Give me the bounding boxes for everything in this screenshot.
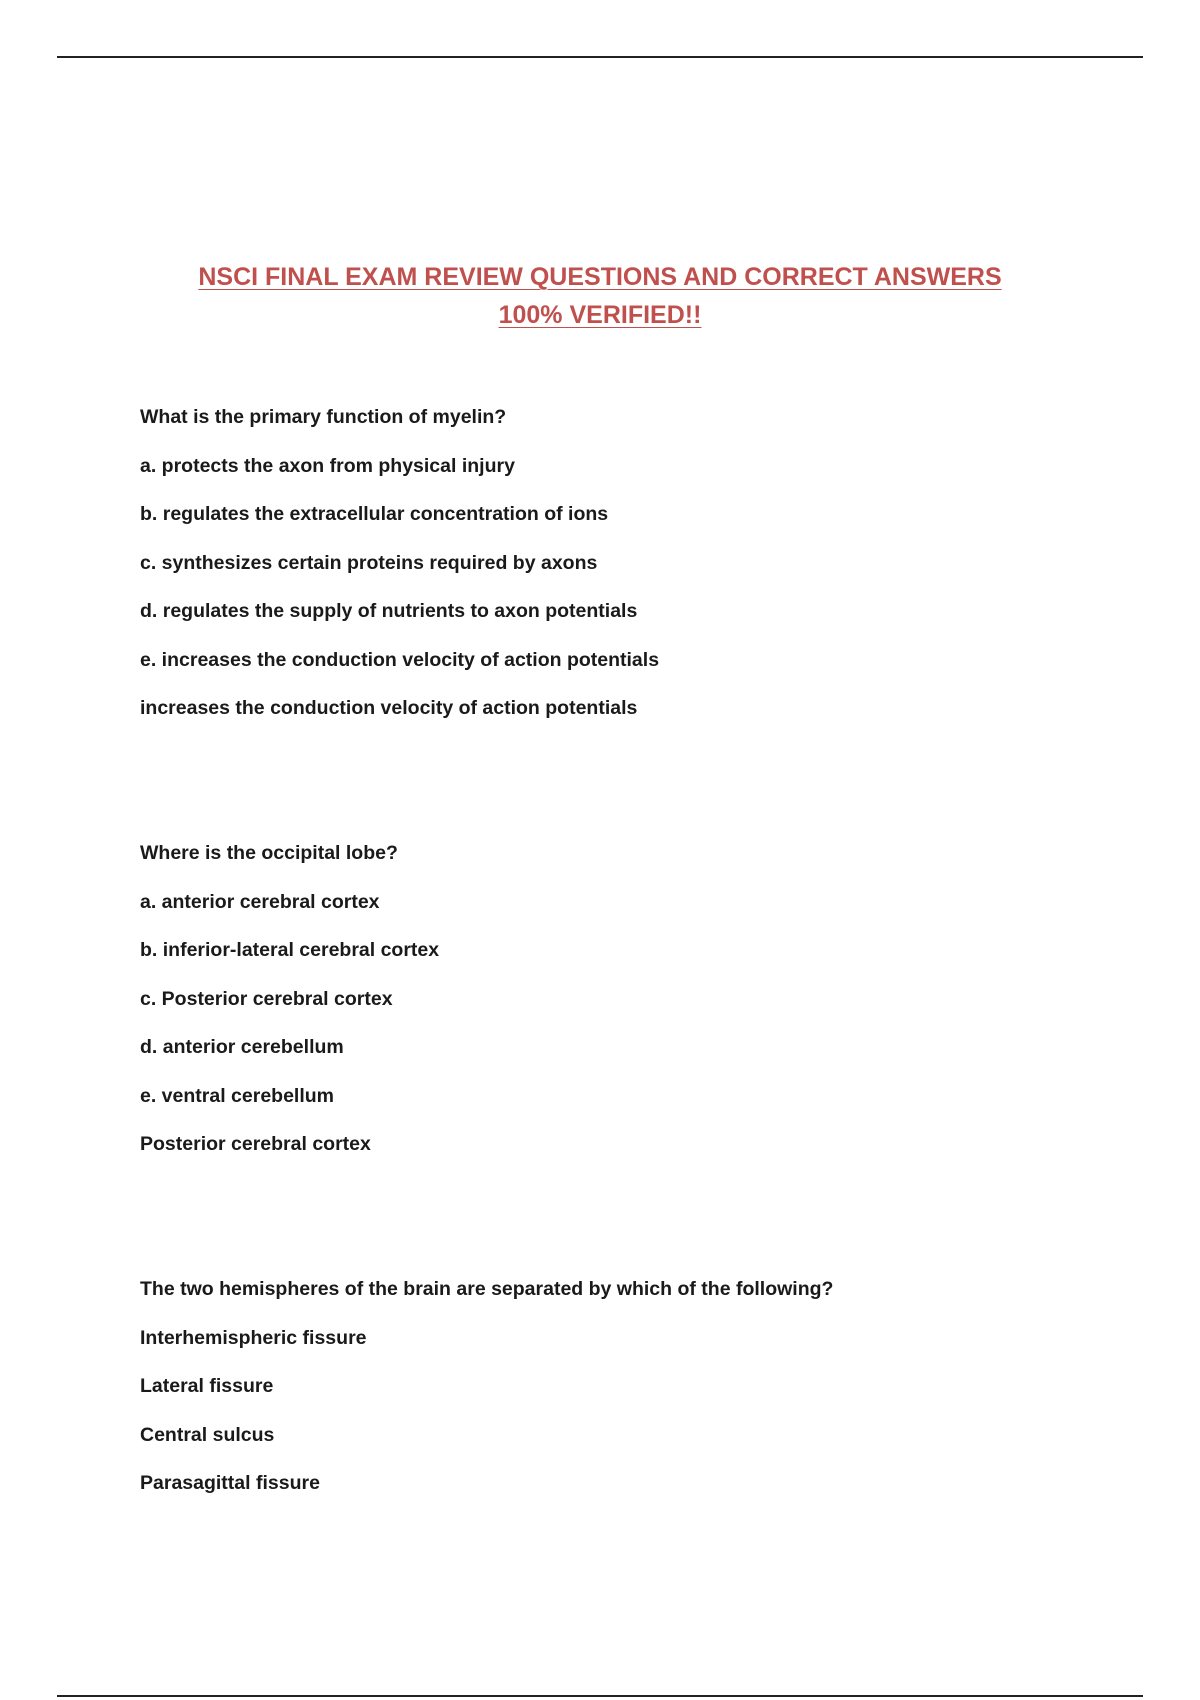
option-c: c. synthesizes certain proteins required by axons [140, 551, 598, 574]
option-2: Lateral fissure [140, 1375, 274, 1397]
title-line-1: NSCI FINAL EXAM REVIEW QUESTIONS AND CORRECT ANSWERS [198, 263, 1002, 291]
question-block-2 [140, 829, 1100, 1169]
option-3: Central sulcus [140, 1423, 275, 1446]
option-e: e. increases the conduction velocity of action potentials [140, 648, 660, 671]
bottom-rule [57, 1695, 1143, 1697]
option-a: a. protects the axon from physical injury [140, 454, 515, 477]
top-rule [57, 56, 1143, 58]
option-c: c. Posterior cerebral cortex [140, 987, 393, 1010]
question-text: Where is the occipital lobe? [140, 842, 398, 864]
question-block-3 [140, 1265, 1100, 1508]
option-e: e. ventral cerebellum [140, 1084, 335, 1107]
document-title [0, 258, 1200, 334]
option-1: Interhemispheric fissure [140, 1326, 367, 1349]
option-4: Parasagittal fissure [140, 1472, 320, 1494]
option-d: d. regulates the supply of nutrients to axon potentials [140, 600, 638, 622]
question-block-1 [140, 393, 1100, 733]
title-line-2: 100% VERIFIED!! [498, 301, 702, 329]
option-d: d. anterior cerebellum [140, 1036, 344, 1058]
answer-text: increases the conduction velocity of action potentials [140, 697, 638, 719]
question-text: What is the primary function of myelin? [140, 406, 507, 428]
option-a: a. anterior cerebral cortex [140, 890, 380, 913]
question-text: The two hemispheres of the brain are separated by which of the following? [140, 1278, 834, 1300]
answer-text: Posterior cerebral cortex [140, 1133, 371, 1155]
option-b: b. inferior-lateral cerebral cortex [140, 939, 440, 961]
option-b: b. regulates the extracellular concentration of ions [140, 503, 609, 525]
